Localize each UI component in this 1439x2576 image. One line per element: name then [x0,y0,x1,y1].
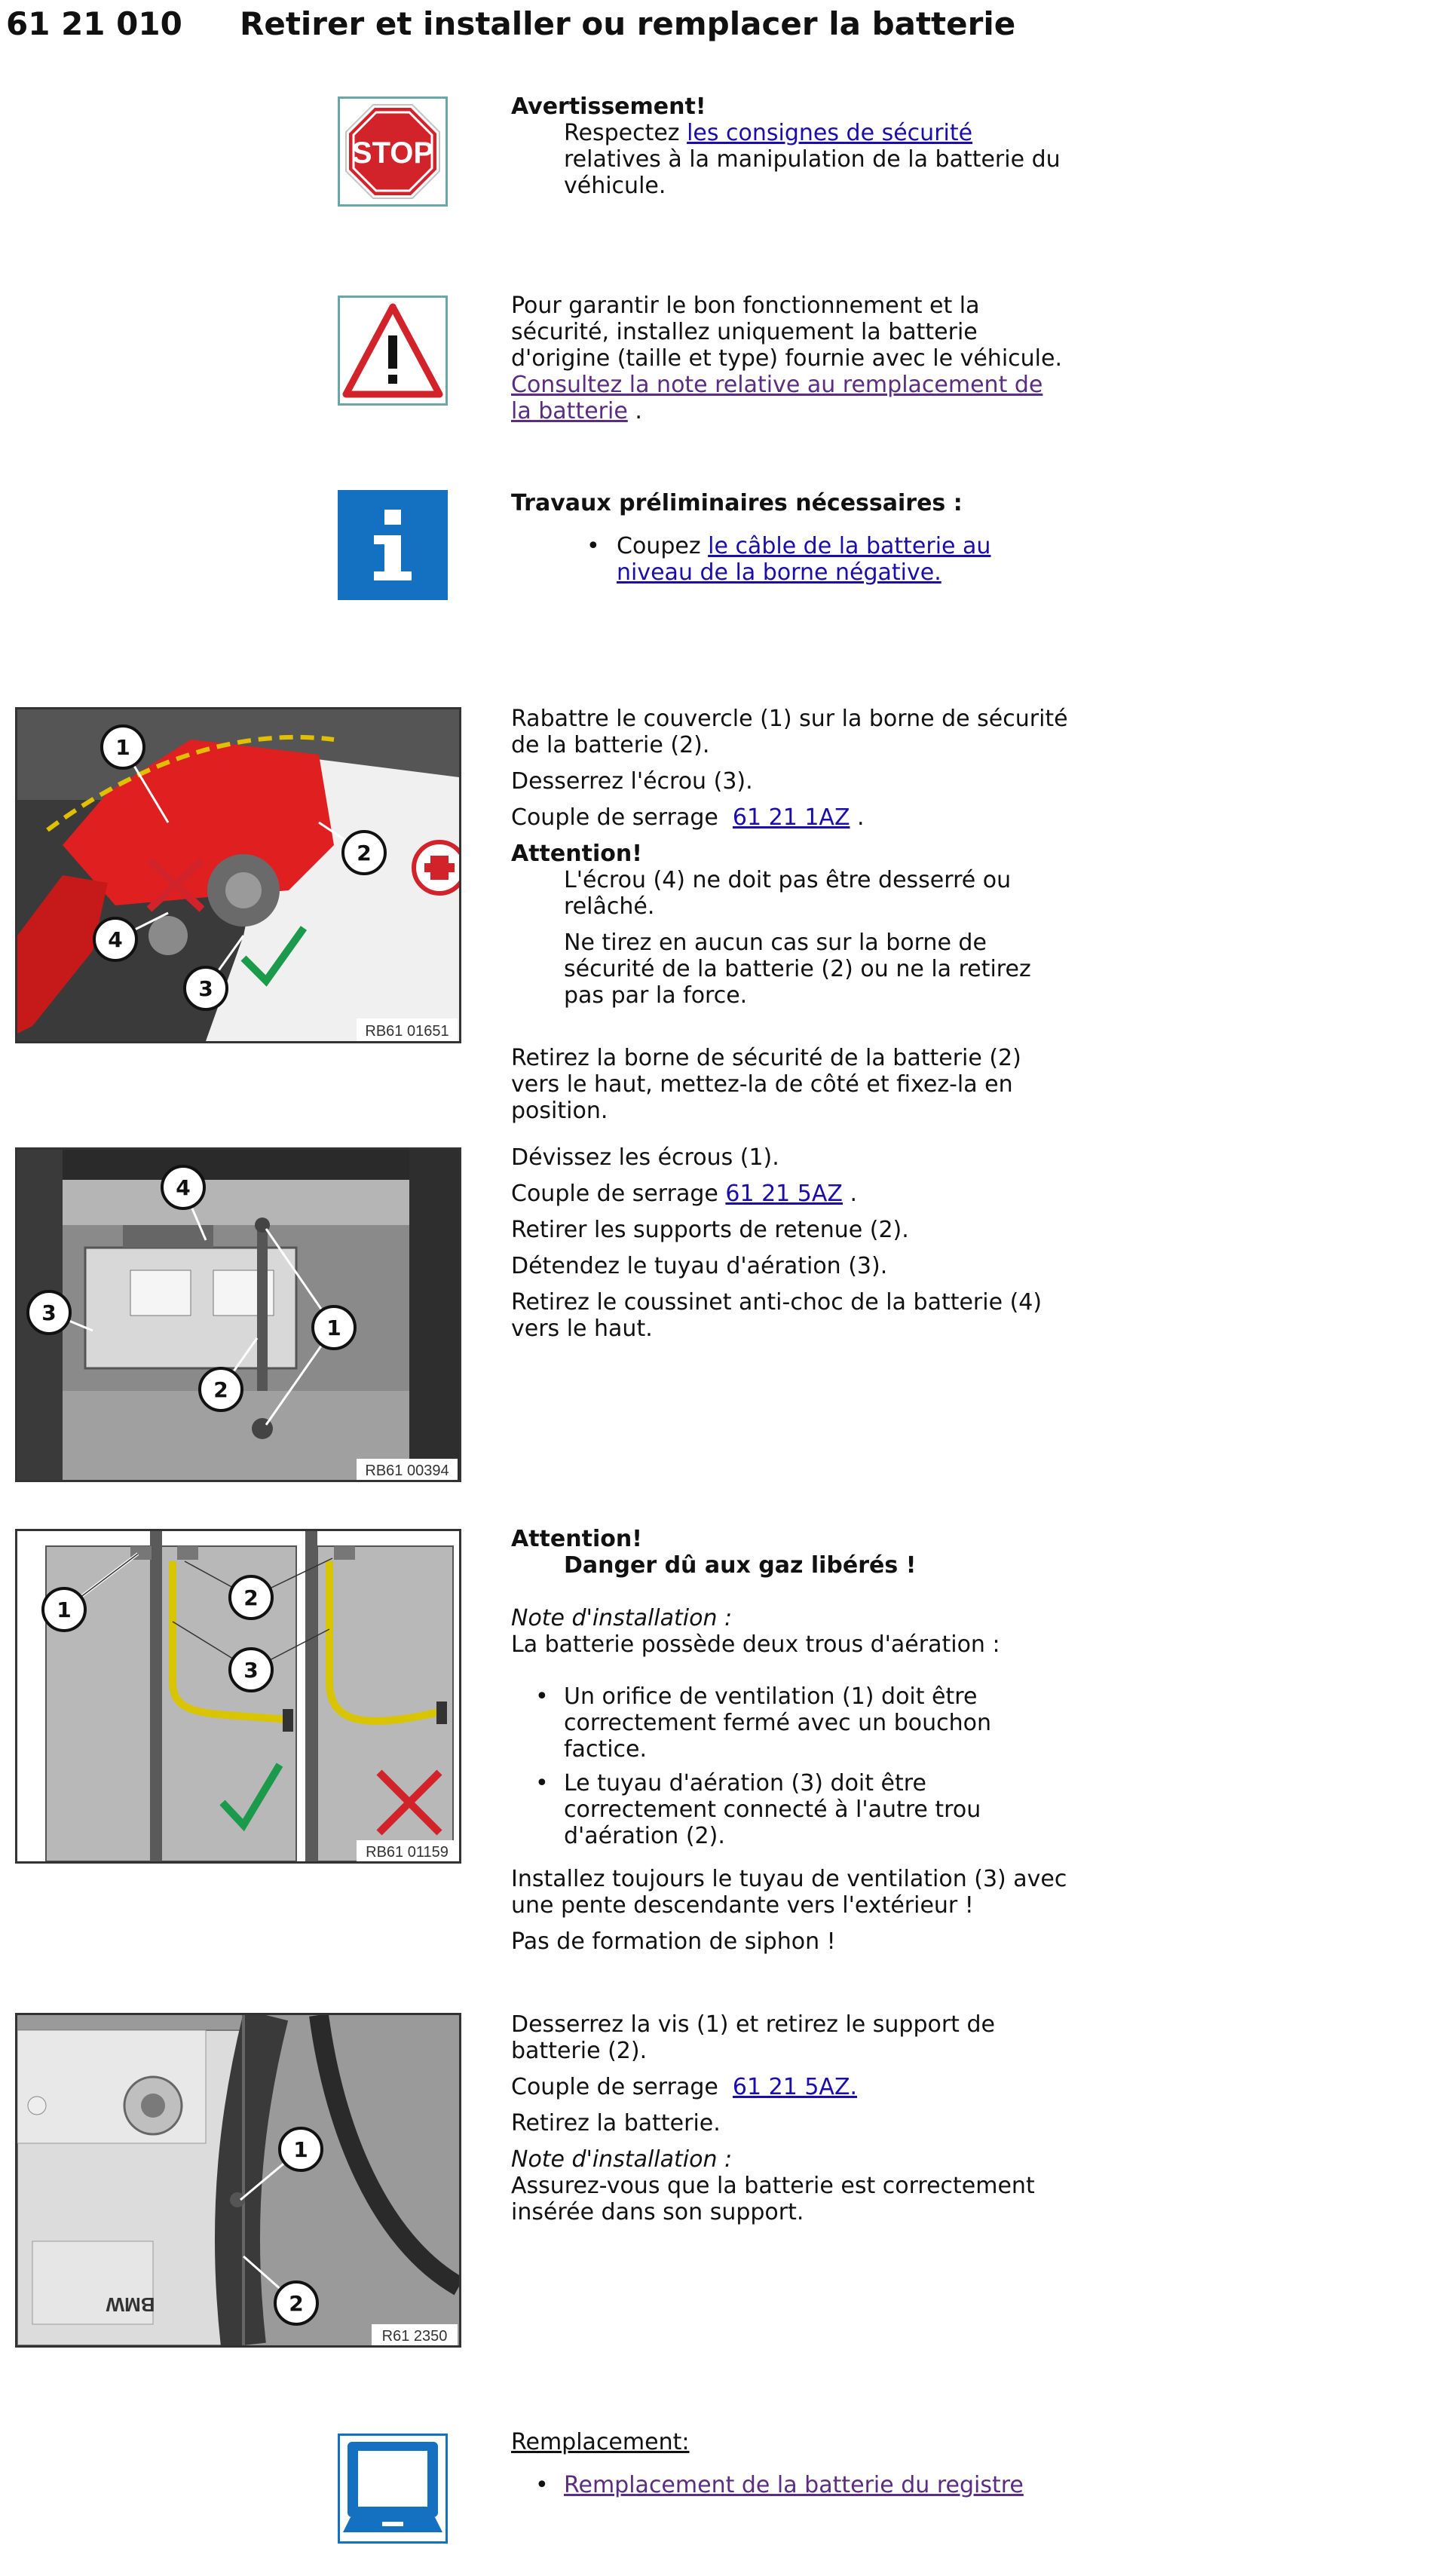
image-code: RB61 01651 [365,1023,449,1040]
warning-triangle-icon [338,296,448,406]
attention-heading: Attention! [511,1526,642,1552]
attention-text: Ne tirez en aucun cas sur la borne de sécurité de la batterie (2) ou ne la retirez pas par la force. [564,930,1031,1009]
note-text: La batterie possède deux trous d'aération : [511,1631,1000,1658]
svg-text:3: 3 [243,1658,259,1683]
svg-text:1: 1 [57,1597,72,1622]
instruction: Desserrez l'écrou (3). [511,768,753,795]
svg-text:STOP: STOP [351,136,434,170]
step1-text [511,706,1069,1134]
svg-text:4: 4 [176,1175,191,1200]
svg-text:2: 2 [289,2291,304,2316]
instruction: Pas de formation de siphon ! [511,1928,836,1955]
list-item: • Un orifice de ventilation (1) doit être correctement fermé avec un bouchon factice. [511,1683,1069,1763]
disconnect-negative-terminal-link[interactable]: le câble de la batterie au niveau de la borne négative. [617,533,991,586]
instruction: Rabattre le couvercle (1) sur la borne de sécurité de la batterie (2). [511,706,1068,758]
torque-line: Couple de serrage 61 21 5AZ. [511,2074,858,2100]
note-label: Note d'installation : [511,1605,733,1631]
attention-heading: Attention! [511,841,642,867]
torque-link-61-21-5az[interactable]: 61 21 5AZ. [732,2074,858,2100]
replacement-heading: Remplacement: [511,2429,690,2455]
torque-line: Couple de serrage 61 21 1AZ . [511,804,865,831]
instruction: Détendez le tuyau d'aération (3). [511,1253,888,1279]
list-item: • Le tuyau d'aération (3) doit être correctement connecté à l'autre trou d'aération (2). [511,1770,1069,1849]
caution-block [511,293,1069,434]
procedure-code: 61 21 010 [6,5,182,42]
svg-text:1: 1 [115,735,130,760]
torque-line: Couple de serrage 61 21 5AZ . [511,1181,858,1207]
warning-block [511,93,1069,209]
note-label: Note d'installation : [511,2146,733,2173]
photo-battery-retaining-brackets [15,1147,461,1482]
image-code: R61 2350 [381,2328,448,2345]
danger-text: Danger dû aux gaz libérés ! [564,1552,917,1579]
replacement-block [511,2429,1069,2506]
battery-replacement-note-link[interactable]: Consultez la note relative au remplacement de la batterie [511,372,1043,424]
svg-text:1: 1 [293,2137,308,2162]
instruction: Retirez la batterie. [511,2110,721,2136]
attention-text: L'écrou (4) ne doit pas être desserré ou relâché. [564,867,1012,920]
instruction: Dévissez les écrous (1). [511,1144,779,1171]
caution-text: Pour garantir le bon fonctionnement et la sécurité, installez uniquement la batterie d'origine (taille et type) fournie avec le véhicule. Consultez la note relative au remplacement de la batterie . [511,293,1062,424]
step3-text [511,1526,1069,1965]
note-text: Assurez-vous que la batterie est correctement insérée dans son support. [511,2173,1035,2225]
photo-battery-safety-terminal [15,707,461,1043]
svg-text:1: 1 [326,1316,341,1340]
image-code: RB61 01159 [366,1844,449,1861]
diagram-vent-hose [15,1529,461,1864]
step4-text [511,2011,1069,2235]
warning-text: Respectez les consignes de sécurité relatives à la manipulation de la batterie du véhicule. [564,120,1061,199]
torque-link-61-21-5az[interactable]: 61 21 5AZ [725,1181,843,1207]
diagnostic-computer-icon [338,2434,448,2544]
instruction: Desserrez la vis (1) et retirez le support de batterie (2). [511,2011,995,2064]
info-icon [338,490,448,600]
list-item: • Coupez le câble de la batterie au niveau de la borne négative. [511,533,1069,586]
battery-label: BMW [106,2293,155,2316]
info-block [511,490,1069,593]
photo-battery-holder [15,2013,461,2348]
instruction: Retirer les supports de retenue (2). [511,1217,909,1243]
torque-link-61-21-1az[interactable]: 61 21 1AZ [732,804,850,831]
instruction: Retirez la borne de sécurité de la batterie (2) vers le haut, mettez-la de côté et fixez-la en position. [511,1045,1021,1124]
stop-sign-icon [338,96,448,207]
safety-instructions-link[interactable]: les consignes de sécurité [687,120,973,146]
svg-text:4: 4 [108,927,123,952]
svg-text:2: 2 [357,841,372,865]
warning-heading: Avertissement! [511,93,706,120]
svg-text:2: 2 [213,1377,228,1402]
instruction: Retirez le coussinet anti-choc de la batterie (4) vers le haut. [511,1289,1043,1342]
info-heading: Travaux préliminaires nécessaires : [511,490,963,516]
svg-text:3: 3 [198,976,213,1001]
instruction: Installez toujours le tuyau de ventilation (3) avec une pente descendante vers l'extérieur ! [511,1866,1067,1919]
svg-text:2: 2 [243,1585,259,1610]
list-item [511,2472,1069,2498]
image-code: RB61 00394 [365,1463,449,1479]
svg-text:3: 3 [41,1300,57,1325]
step2-text [511,1144,1069,1352]
page-title: Retirer et installer ou remplacer la batterie [240,5,1016,42]
battery-registration-link[interactable]: Remplacement de la batterie du registre [564,2472,1024,2498]
